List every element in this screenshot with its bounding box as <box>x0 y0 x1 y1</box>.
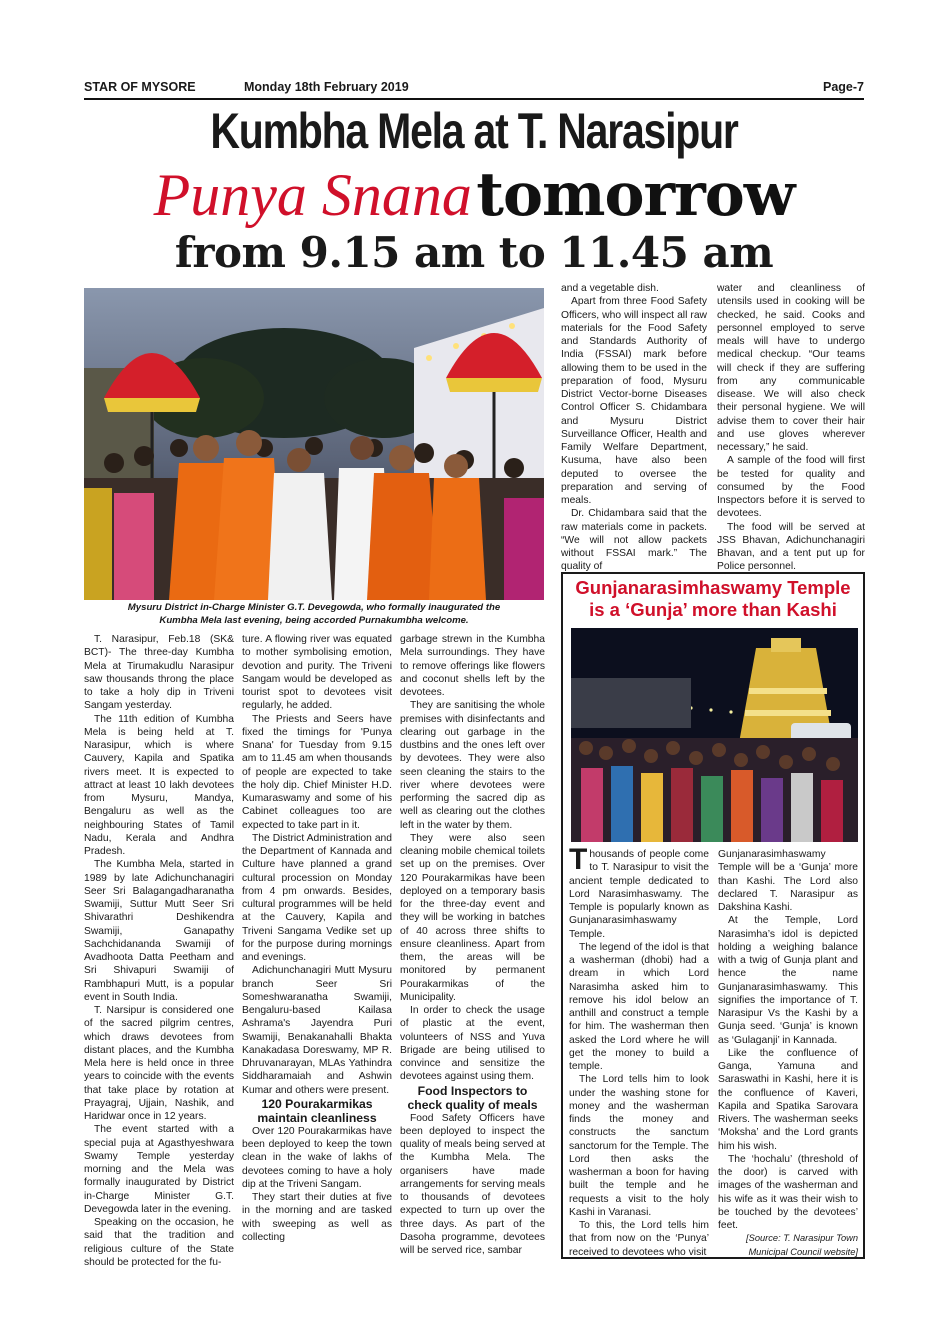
paragraph: A sample of the food will first be tested for quality and consumed by the Food Inspectors before it is served to devotees. <box>717 455 865 520</box>
procession-photo <box>84 288 544 600</box>
paragraph: At the Temple, Lord Narasimha’s idol is depicted holding a weighing balance with a twig of Gunja plant and hence the name Gunjanarasimhaswamy. This signifies the importance of T. Narasipur Vs the Kashi by a Gunja seed. ‘Gunja’ is known as ‘Gulaganji’ in Kannada. <box>718 915 858 1046</box>
paragraph: They are sanitising the whole premises with disinfectants and clearing out garbage in the dustbins and the ones left over by devotees. They were also seen cleaning the stairs to the river where devotees were performing the sacred dip as well as clearing out the clothes left in the water by them. <box>400 700 545 831</box>
paragraph: To this, the Lord tells him that from now on the ‘Punya’ received to devotees who visit <box>569 1220 709 1258</box>
paragraph: ture. A flowing river was equated to mother symbolising emotion, devotion and purity. The Triveni Sangam would be developed as tourist spot to devotees visit regularly, he added. <box>242 634 392 712</box>
source-credit: [Source: T. Narasipur Town Municipal Council website] <box>746 1233 858 1257</box>
headline-sub: from 9.15 am to 11.45 am <box>174 228 774 277</box>
paragraph: The 11th edition of Kumbha Mela is being held at T. Narasipur, which is where Cauvery, Kapila and Spatika rivers meet. It is expected to attract at least 10 lakh devotees from Mysuru, Mandya, Bengaluru as well as the neighbouring States of Tamil Nadu, Kerala and Andhra Pradesh. <box>84 713 234 857</box>
paragraph: They were also seen cleaning mobile chemical toilets set up on the premises. Over 120 Pourakarmikas have been deployed on a temporary basis for the three-day event and they will be working in batches of 40 across three shifts to ensure cleanliness. Apart from them, the areas will be monitored by permanent Pourakarmikas of the Municipality. <box>400 832 545 1003</box>
subheading-food-inspectors: Food Inspectors to check quality of meals <box>407 1083 538 1112</box>
paragraph: They start their duties at five in the morning and are tasked with sweeping as well as collecting <box>242 1192 392 1243</box>
paragraph: Gunjanarasimhaswamy Temple will be a ‘Gunja’ more than Kashi. The Lord also declared T. Narasipur as Dakshina Kashi. <box>718 849 858 913</box>
paragraph: The Lord tells him to look under the washing stone for money and the washerman finds the money and constructs the sanctum sanctorum for the Temple. The Lord then asks the washerman a boon for having built the temple and he requests a visit to the holy Kashi in Varanasi. <box>569 1074 709 1218</box>
article-column-3 <box>400 633 545 1257</box>
headline-black: tomorrow <box>476 160 795 230</box>
headline-main <box>84 160 864 234</box>
paragraph: The Kumbha Mela, started in 1989 by late Adichunchanagiri Seer Sri Balagangadharanatha Swamiji, Suttur Mutt Seer Sri Shivarathri Deshikendra Swamiji, Ganapathy Sachchidananda Swamiji of Avadhoota Datta Peetham and Sri Shivapuri Swamiji of Rambhapuri Mutt, is a popular event in South India. <box>84 859 234 1003</box>
paragraph: water and cleanliness of utensils used in cooking will be checked, he said. Cooks and personnel employed to serve meals will have to undergo medical checkup. “Our teams will check if they are suffering from any communicable disease. We will also check their personal hygiene. We will advise them to cover their hair and use gloves wherever necessary,” he said. <box>717 283 865 453</box>
paragraph: Food Safety Officers have been deployed to inspect the quality of meals being served at the Kumbha Mela. The organisers have made arrangements for serving meals to thousands of devotees expected to turn up over the three days. As part of the Dasoha programme, devotees will be served rice, sambar <box>400 1112 545 1256</box>
paragraph: Dr. Chidambara said that the raw materials come in packets. “We will not allow packets without FSSAI mark.” The quality of <box>561 508 707 573</box>
paragraph: and a vegetable dish. <box>561 283 659 294</box>
caption-line-1: Mysuru District in-Charge Minister G.T. Devegowda, who formally inaugurated the <box>127 602 501 613</box>
publication-name: STAR OF MYSORE <box>84 80 196 94</box>
paragraph: The Priests and Seers have fixed the timings for 'Punya Snana' for Tuesday from 9.15 am to 11.45 am when thousands of people are expected to take the holy dip. Chief Minister H.D. Kumaraswamy and some of his Cabinet colleagues too are expected to take part in it. <box>242 713 392 831</box>
paragraph: Over 120 Pourakarmikas have been deployed to keep the town clean in the wake of lakhs of devotees coming to have a holy dip at the Triveni Sangam. <box>242 1125 392 1190</box>
sidebar-box <box>561 572 865 1259</box>
paragraph: The food will be served at JSS Bhavan, Adichunchanagiri Bhavan, and a tent put up for Police personnel. <box>717 521 865 573</box>
issue-date: Monday 18th February 2019 <box>244 80 409 94</box>
article-column-5 <box>717 282 865 574</box>
paragraph: The District Administration and the Department of Kannada and Culture have planned a grand cultural procession on Monday from 4 pm onwards. Besides, cultural programmes will be held at the Cauvery, Kapila and Triveni Sangama Vedike set up for the purpose during mornings and evenings. <box>242 832 392 963</box>
paragraph: Like the confluence of Ganga, Yamuna and Saraswathi in Kashi, here it is the confluence of Kaveri, Kapila and Spatika Sarovara Rivers. The washerman seeks ‘Moksha’ and the Lord grants him his wish. <box>718 1047 858 1152</box>
article-column-2 <box>242 633 392 1244</box>
paragraph: Adichunchanagiri Mutt Mysuru branch Seer Sri Someshwaranatha Swamiji, Bengaluru-based Kailasa Ashrama's Jayendra Puri Swamiji, Benakanahalli Bhakta Kanakadasa Doreswamy, MP R. Dhruvanarayan, MLAs Yathindra Siddharamaiah and Ashwin Kumar and others were present. <box>242 965 392 1096</box>
paragraph: The legend of the idol is that a washerman (dhobi) had a dream in which Lord Narasimha asked him to remove his idol below an anthill and construct a temple for him. The washerman then asked the Lord where he will get the money to build a temple. <box>569 941 709 1072</box>
subheading-pourakarmikas: 120 Pourakarmikas maintain cleanliness <box>257 1096 377 1125</box>
paragraph: T. Narasipur, Feb.18 (SK& BCT)- The three-day Kumbha Mela at Tirumakudlu Narasipur saw thousands throng the place to take a holy dip in Triveni Sangam yesterday. <box>84 634 234 712</box>
sidebar-title-line-1: Gunjanarasimhaswamy Temple <box>575 577 851 598</box>
sidebar-column-2 <box>718 848 858 1259</box>
caption-line-2: Kumbha Mela last evening, being accorded Purnakumbha welcome. <box>159 615 469 626</box>
article-column-1 <box>84 633 234 1269</box>
sidebar-title-line-2: is a ‘Gunja’ more than Kashi <box>589 599 837 620</box>
page-header <box>84 78 864 100</box>
photo-caption <box>84 601 544 627</box>
temple-photo <box>571 628 858 842</box>
paragraph: The ‘hochalu’ (threshold of the door) is carved with images of the washerman and his wife as it was their wish to be touched by the devotees’ feet. <box>718 1153 858 1231</box>
paragraph: The event started with a special puja at Agasthyeshwara Swamy Temple yesterday morning and the Mela was formally inaugurated by District in-Charge Minister G.T. Devegowda later in the evening. <box>84 1124 234 1215</box>
article-column-4 <box>561 282 707 574</box>
paragraph: Thousands of people come to T. Narasipur to visit the ancient temple dedicated to Lord Narasimhaswamy. The Temple is popularly known as Gunjanarasimhaswamy Temple. <box>569 843 709 940</box>
headline-kicker: Kumbha Mela at T. Narasipur <box>210 103 738 159</box>
paragraph: In order to check the usage of plastic at the event, volunteers of NSS and Yuva Brigade are being utilised to convince and sensitize the devotees against using them. <box>400 1005 545 1083</box>
page-number: Page-7 <box>823 80 864 94</box>
paragraph: Speaking on the occasion, he said that the tradition and religious culture of the State should be protected for the fu- <box>84 1217 234 1268</box>
paragraph: Apart from three Food Safety Officers, who will inspect all raw materials for the Food Safety and Standards Authority of India (FSSAI) mark before allowing them to be used in the preparation of food, Mysuru District Vector-borne Diseases Control Officer S. Chidambara and Mysuru District Surveillance Officer, Health and Family Welfare Department, Kusuma, have also been deputed to oversee the preparation and serving of meals. <box>561 296 707 506</box>
sidebar-column-1 <box>569 843 709 1259</box>
headline-red: Punya Snana <box>153 162 472 228</box>
sidebar-title <box>563 577 863 621</box>
paragraph: T. Narsipur is considered one of the sacred pilgrim centres, which draws devotees from distant places, and the Kumbha Mela here is held once in three years to coincide with the events that take place by rotation at Prayagraj, Ujjain, Nashik, and Haridwar once in 12 years. <box>84 1005 234 1122</box>
paragraph: garbage strewn in the Kumbha Mela surroundings. They have to remove offerings like flowers and coconut shells left by the devotees. <box>400 634 545 698</box>
